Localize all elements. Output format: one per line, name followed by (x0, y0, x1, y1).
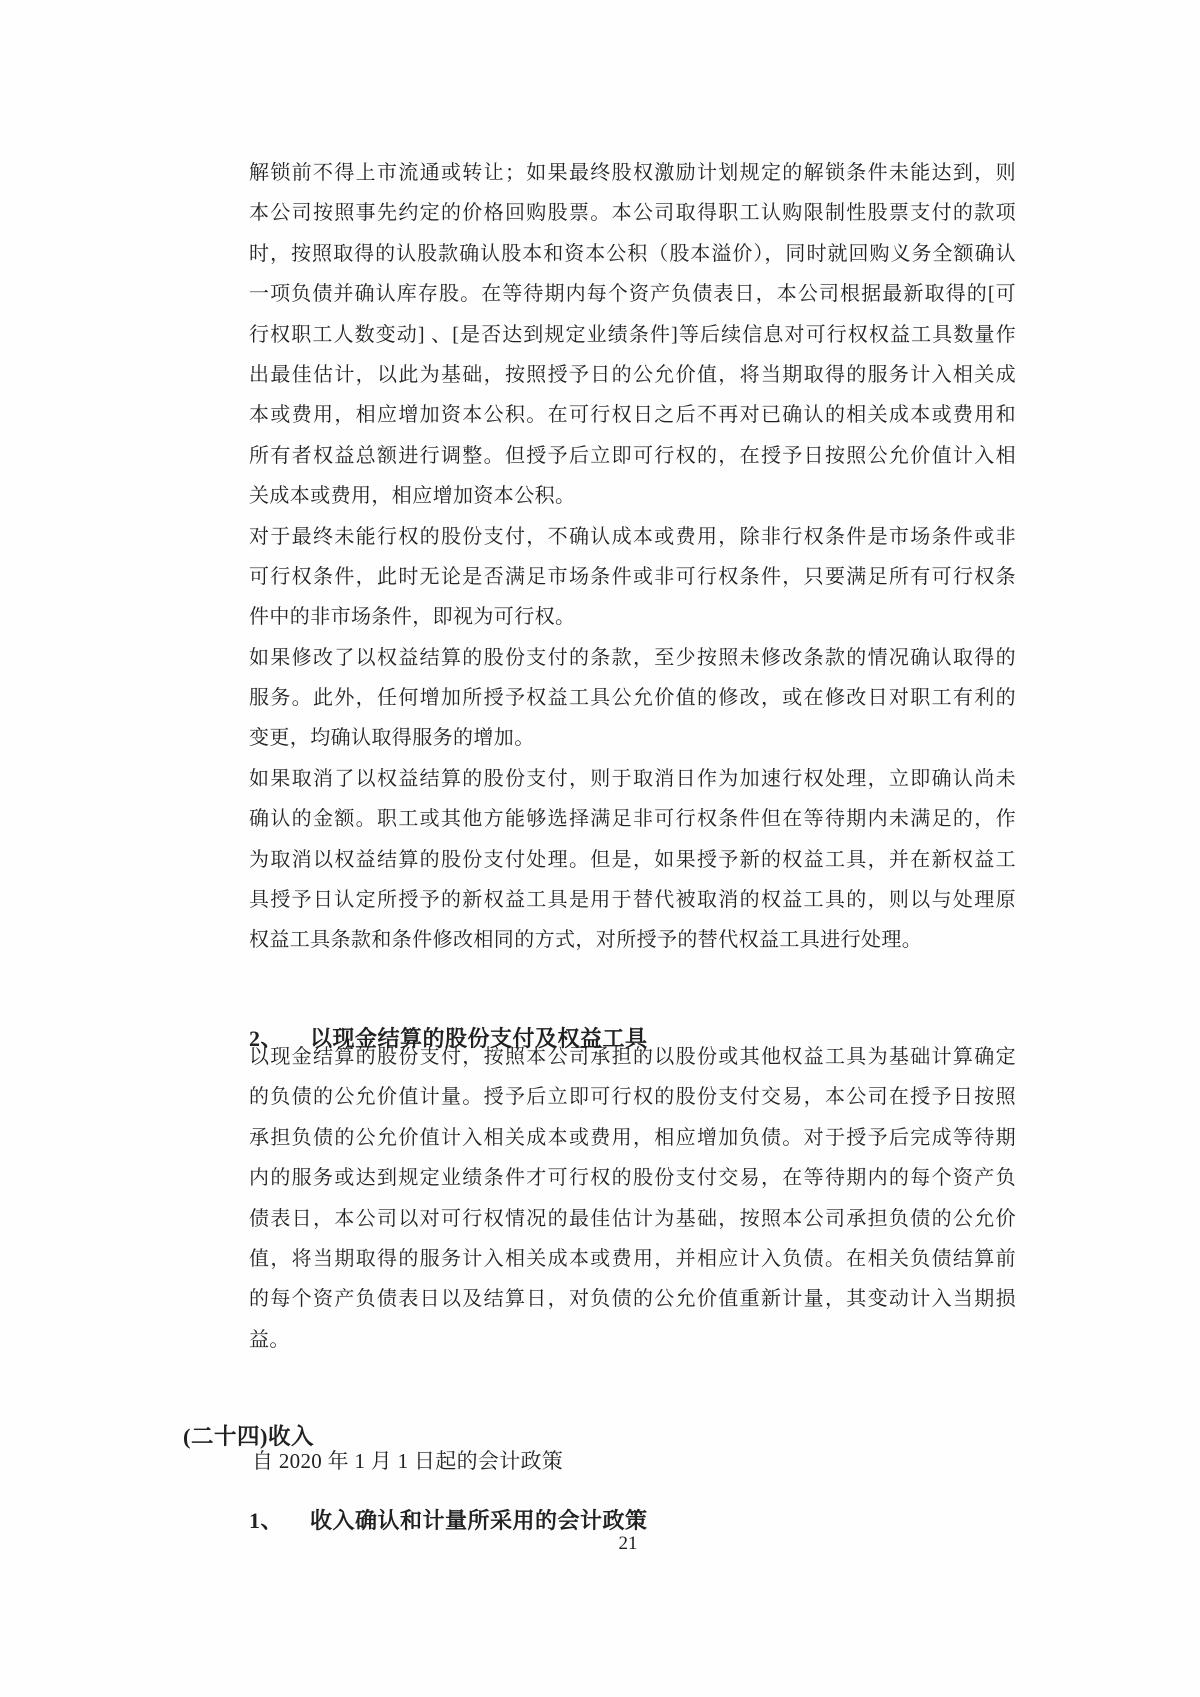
paragraph (249, 1037, 1016, 1360)
text-line: 的每个资产负债表日以及结算日，对负债的公允价值重新计量，其变动计入当期损 (249, 1288, 1016, 1311)
text-line: 值，将当期取得的服务计入相关成本或费用，并相应计入负债。在相关负债结算前 (249, 1247, 1016, 1270)
text-line: 为取消以权益结算的股份支付处理。但是，如果授予新的权益工具，并在新权益工 (249, 848, 1016, 871)
text-line: 确认的金额。职工或其他方能够选择满足非可行权条件但在等待期内未满足的，作 (249, 808, 1016, 831)
text-line: 件中的非市场条件，即视为可行权。 (249, 606, 576, 629)
paragraph (249, 517, 1016, 638)
text-line: 所有者权益总额进行调整。但授予后立即可行权的，在授予日按照公允价值计入相 (249, 444, 1016, 467)
text-line: 关成本或费用，相应增加资本公积。 (249, 485, 576, 508)
heading-number: 2、 (249, 1026, 284, 1051)
heading-title: 收入确认和计量所采用的会计政策 (310, 1508, 648, 1533)
equity-settled-text-block (249, 153, 1016, 961)
text-line: 如果取消了以权益结算的股份支付，则于取消日作为加速行权处理，立即确认尚未 (249, 767, 1016, 790)
text-line: 承担负债的公允价值计入相关成本或费用，相应增加负债。对于授予后完成等待期 (249, 1126, 1016, 1149)
text-line: 本或费用，相应增加资本公积。在可行权日之后不再对已确认的相关成本或费用和 (249, 404, 1016, 427)
text-line: 益。 (249, 1328, 290, 1351)
text-line: 可行权条件，此时无论是否满足市场条件或非可行权条件，只要满足所有可行权条 (249, 565, 1016, 588)
text-line: 时，按照取得的认股款确认股本和资本公积（股本溢价），同时就回购义务全额确认 (249, 242, 1016, 265)
text-line: 权益工具条款和条件修改相同的方式，对所授予的替代权益工具进行处理。 (249, 929, 923, 952)
text-line: 行权职工人数变动] 、[是否达到规定业绩条件]等后续信息对可行权权益工具数量作 (249, 323, 1016, 346)
text-line: 债表日，本公司以对可行权情况的最佳估计为基础，按照本公司承担负债的公允价 (249, 1207, 1016, 1230)
text-line: 以现金结算的股份支付，按照本公司承担的以股份或其他权益工具为基础计算确定 (249, 1046, 1016, 1068)
page-number: 21 (618, 1533, 638, 1554)
cash-settled-text-block (249, 1037, 1016, 1360)
paragraph (249, 153, 1016, 517)
text-line: 内的服务或达到规定业绩条件才可行权的股份支付交易，在等待期内的每个资产负 (249, 1167, 1016, 1190)
text-line: 的负债的公允价值计量。授予后立即可行权的股份支付交易，本公司在授予日按照 (249, 1086, 1016, 1109)
text-line: 一项负债并确认库存股。在等待期内每个资产负债表日，本公司根据最新取得的[可 (249, 283, 1016, 306)
policy-effective-date-line: 自 2020 年 1 月 1 日起的会计政策 (252, 1449, 564, 1473)
text-line: 出最佳估计，以此为基础，按照授予日的公允价值，将当期取得的服务计入相关成 (249, 363, 1016, 386)
paragraph (249, 638, 1016, 759)
revenue-section-heading: (二十四)收入 (183, 1423, 314, 1449)
heading-title: 以现金结算的股份支付及权益工具 (310, 1026, 648, 1051)
text-line: 变更，均确认取得服务的增加。 (249, 727, 535, 750)
text-line: 如果修改了以权益结算的股份支付的条款，至少按照未修改条款的情况确认取得的 (249, 646, 1016, 669)
text-line: 解锁前不得上市流通或转让；如果最终股权激励计划规定的解锁条件未能达到，则 (249, 162, 1016, 184)
paragraph (249, 759, 1016, 961)
text-line: 服务。此外，任何增加所授予权益工具公允价值的修改，或在修改日对职工有利的 (249, 687, 1016, 710)
heading-number: 1、 (249, 1508, 284, 1533)
text-line: 对于最终未能行权的股份支付，不确认成本或费用，除非行权条件是市场条件或非 (249, 525, 1016, 548)
text-line: 本公司按照事先约定的价格回购股票。本公司取得职工认购限制性股票支付的款项 (249, 202, 1016, 225)
text-line: 具授予日认定所授予的新权益工具是用于替代被取消的权益工具的，则以与处理原 (249, 889, 1016, 912)
